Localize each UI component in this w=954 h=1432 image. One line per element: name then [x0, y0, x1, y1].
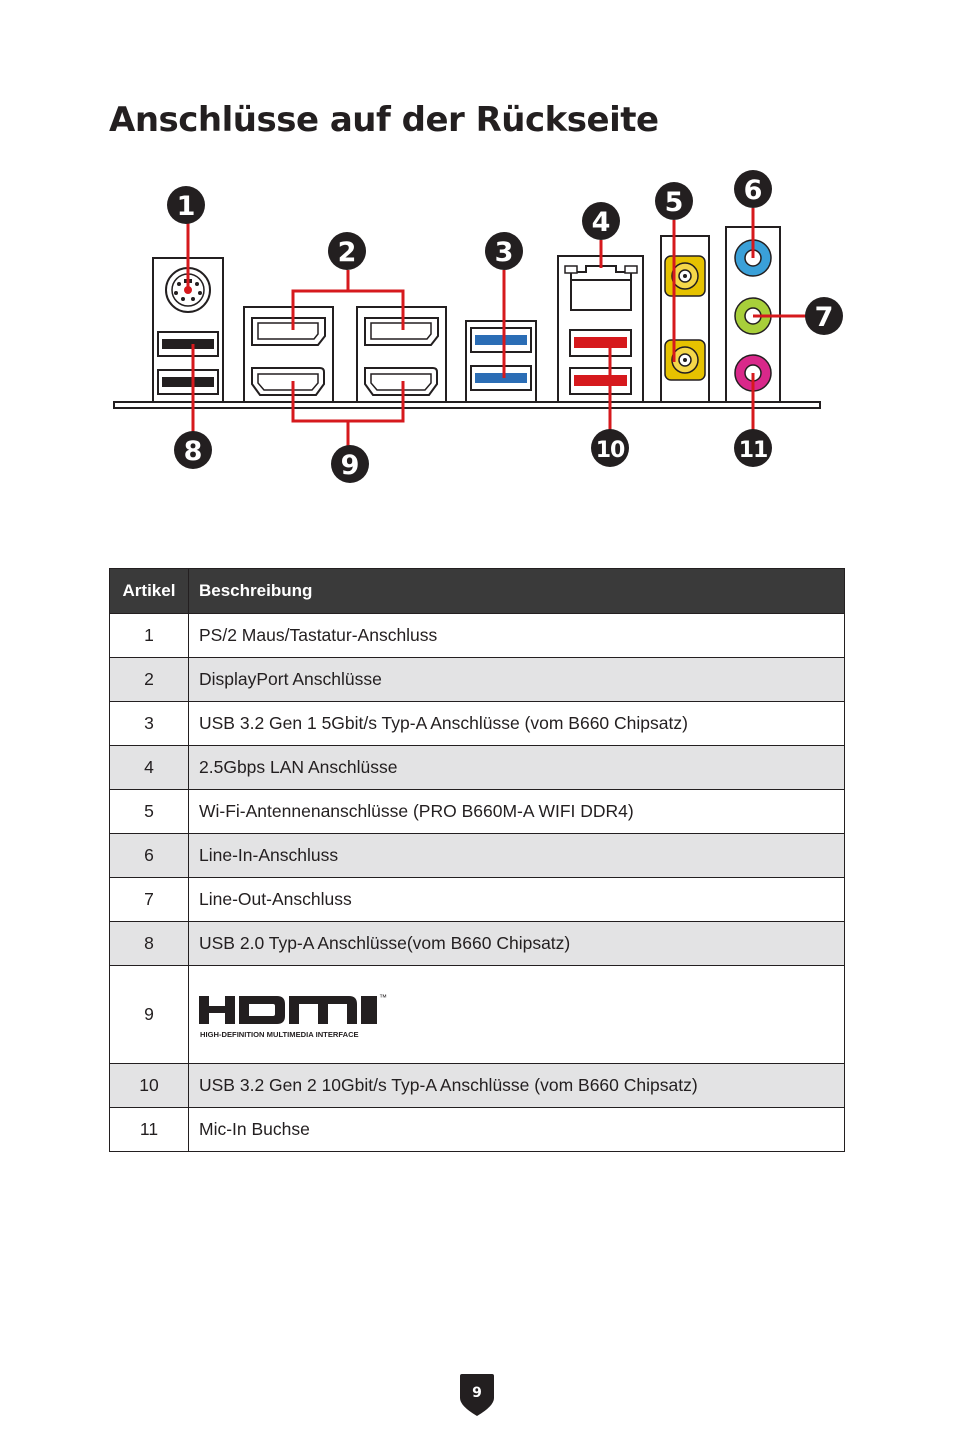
row-desc: PS/2 Maus/Tastatur-Anschluss — [189, 614, 845, 658]
table-row — [110, 702, 845, 746]
row-desc: DisplayPort Anschlüsse — [189, 658, 845, 702]
callout-6 — [734, 170, 772, 208]
page-title: Anschlüsse auf der Rückseite — [109, 100, 659, 140]
row-desc: USB 2.0 Typ-A Anschlüsse(vom B660 Chipsatz) — [189, 922, 845, 966]
lan-port — [571, 280, 631, 310]
row-desc: Line-In-Anschluss — [189, 834, 845, 878]
row-desc: Wi-Fi-Antennenanschlüsse (PRO B660M-A WIFI DDR4) — [189, 790, 845, 834]
row-desc: Mic-In Buchse — [189, 1108, 845, 1152]
row-desc: USB 3.2 Gen 1 5Gbit/s Typ-A Anschlüsse (vom B660 Chipsatz) — [189, 702, 845, 746]
dp-hdmi-block-left — [244, 307, 333, 402]
table-row — [110, 922, 845, 966]
callout-label: 3 — [494, 237, 514, 268]
row-desc: Line-Out-Anschluss — [189, 878, 845, 922]
hdmi-logo — [199, 992, 399, 1040]
callout-2 — [328, 232, 366, 270]
callout-label: 1 — [176, 191, 196, 222]
table-row — [110, 834, 845, 878]
callout-label: 7 — [814, 302, 834, 333]
table-row — [110, 614, 845, 658]
callout-10 — [591, 429, 629, 467]
row-desc-hdmi-logo — [189, 966, 845, 1064]
row-item: 5 — [110, 790, 189, 834]
row-item: 7 — [110, 878, 189, 922]
callout-label: 11 — [738, 438, 768, 463]
row-item: 1 — [110, 614, 189, 658]
rear-io-diagram — [0, 0, 954, 540]
row-item: 4 — [110, 746, 189, 790]
lan-usb-gen2-block — [558, 256, 643, 402]
row-desc: 2.5Gbps LAN Anschlüsse — [189, 746, 845, 790]
usb3-gen1-block — [466, 321, 536, 402]
callout-label: 8 — [183, 436, 203, 467]
header-beschreibung: Beschreibung — [189, 569, 845, 614]
row-item: 11 — [110, 1108, 189, 1152]
row-item: 6 — [110, 834, 189, 878]
callout-3 — [485, 232, 523, 270]
table-row — [110, 1108, 845, 1152]
antenna-connector-top — [665, 256, 705, 296]
header-artikel: Artikel — [110, 569, 189, 614]
hdmi-trademark: ™ — [379, 992, 387, 1002]
table-row — [110, 1064, 845, 1108]
page-number-badge — [458, 1372, 496, 1418]
callout-7 — [805, 297, 843, 335]
antenna-block — [661, 236, 709, 402]
callout-label: 10 — [595, 438, 625, 463]
row-item: 3 — [110, 702, 189, 746]
table-row — [110, 746, 845, 790]
table-row — [110, 878, 845, 922]
row-item: 9 — [110, 966, 189, 1064]
callout-5 — [655, 182, 693, 220]
hdmi-tagline: HIGH-DEFINITION MULTIMEDIA INTERFACE — [200, 1029, 359, 1039]
row-desc: USB 3.2 Gen 2 10Gbit/s Typ-A Anschlüsse (vom B660 Chipsatz) — [189, 1064, 845, 1108]
callout-label: 5 — [664, 187, 684, 218]
callout-label: 4 — [591, 207, 611, 238]
callout-11 — [734, 429, 772, 467]
table-row — [110, 658, 845, 702]
row-item: 10 — [110, 1064, 189, 1108]
page-number: 9 — [472, 1385, 482, 1401]
table-row — [110, 790, 845, 834]
table-row — [110, 966, 845, 1064]
callout-9 — [331, 445, 369, 483]
callout-label: 9 — [340, 450, 360, 481]
row-item: 2 — [110, 658, 189, 702]
callout-label: 2 — [337, 237, 357, 268]
table-header-row — [110, 569, 845, 614]
callout-label: 6 — [743, 175, 763, 206]
callout-4 — [582, 202, 620, 240]
row-item: 8 — [110, 922, 189, 966]
callout-1 — [167, 186, 205, 224]
antenna-connector-bottom — [665, 340, 705, 380]
callout-8 — [174, 431, 212, 469]
ports-table — [109, 568, 845, 1152]
